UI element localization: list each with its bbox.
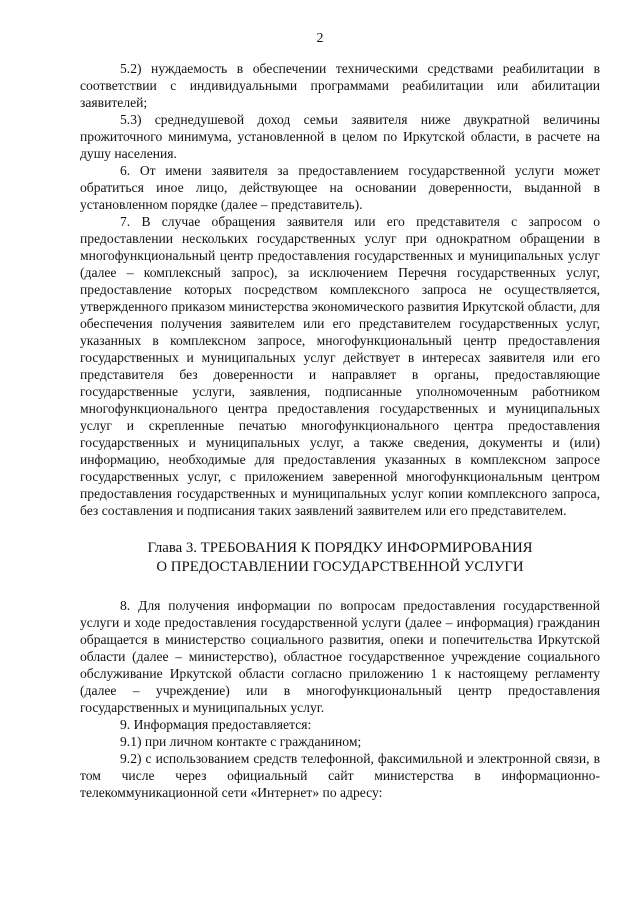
- paragraph-5-2: 5.2) нуждаемость в обеспечении техническими средствами реабилитации в соответствии с индивидуальными программами реабилитации или абилитации заявителей;: [80, 61, 600, 110]
- chapter-heading: [80, 539, 600, 577]
- chapter-heading-line-1: Глава 3. ТРЕБОВАНИЯ К ПОРЯДКУ ИНФОРМИРОВАНИЯ: [147, 540, 533, 556]
- paragraph-7: 7. В случае обращения заявителя или его представителя с запросом о предоставлении нескольких государственных услуг при однократном обращении в многофункциональный центр предоставления государственных и муниципальных услуг (далее – комплексный запрос), за исключением Перечня государственных услуг, предоставление которых посредством комплексного запроса не осуществляется, утвержденного приказом министерства экономического развития Иркутской области, для обеспечения получения заявителем или его представителем государственных услуг, указанных в комплексном запросе, многофункциональный центр предоставления государственных и муниципальных услуг действует в интересах заявителя или его представителя без доверенности и направляет в органы, предоставляющие государственные услуги, заявления, подписанные уполномоченным работником многофункционального центра предоставления государственных и муниципальных услуг и скрепленные печатью многофункционального центра предоставления государственных и муниципальных услуг, а также сведения, документы и (или) информацию, необходимые для предоставления указанных в комплексном запросе государственных услуг, с приложением заверенной многофункциональным центром предоставления государственных и муниципальных услуг копии комплексного запроса, без составления и подписания таких заявлений заявителем или его представителем.: [80, 214, 600, 518]
- chapter-heading-line-2: О ПРЕДОСТАВЛЕНИИ ГОСУДАРСТВЕННОЙ УСЛУГИ: [156, 559, 524, 575]
- paragraph-8: 8. Для получения информации по вопросам предоставления государственной услуги и ходе предоставления государственной услуги (далее – информация) гражданин обращается в министерство социального развития, опеки и попечительства Иркутской области (далее – министерство), областное государственное учреждение социального обслуживание Иркутской области согласно приложению 1 к настоящему регламенту (далее – учреждение) или в многофункциональный центр предоставления государственных и муниципальных услуг.: [80, 598, 600, 715]
- paragraph-9-1: 9.1) при личном контакте с гражданином;: [120, 734, 362, 749]
- paragraph-9-2: 9.2) с использованием средств телефонной, факсимильной и электронной связи, в том числе через официальный сайт министерства в информационно-телекоммуникационной сети «Интернет» по адресу:: [80, 751, 600, 800]
- paragraph-9: 9. Информация предоставляется:: [120, 717, 312, 732]
- page-number: 2: [316, 31, 324, 46]
- paragraph-5-3: 5.3) среднедушевой доход семьи заявителя ниже двукратной величины прожиточного минимума, установленной в целом по Иркутской области, в расчете на душу населения.: [80, 112, 600, 161]
- paragraph-6: 6. От имени заявителя за предоставлением государственной услуги может обратиться иное лицо, действующее на основании доверенности, выданной в установленном порядке (далее – представитель).: [80, 163, 600, 212]
- document-body: [80, 60, 600, 801]
